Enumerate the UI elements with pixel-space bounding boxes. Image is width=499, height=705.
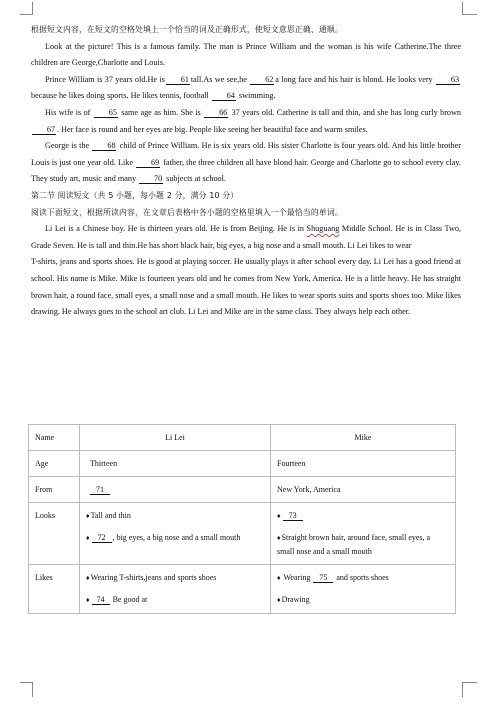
blank-66[interactable]: 66 <box>204 108 228 118</box>
row-label-looks: Looks <box>29 503 80 565</box>
cell-looks-li-lei: ♦Tall and thin ♦ 72 , big eyes, a big nose and a small mouth <box>80 503 271 565</box>
col-header-li-lei: Li Lei <box>80 425 271 451</box>
row-label-name: Name <box>29 425 80 451</box>
passage-2-para-2: T-shirts, jeans and sports shoes. He is good at playing soccer. He usually plays it after school every day. Li Lei has a good friend at school. His name is Mike. Mike is fourteen years old and he comes from New York, America. He is a little heavy. He has straight brown hair, a round face, small eyes, a small nose and a small mouth. He likes to wear sports suits and sports shoes too. Mike likes drawing. He always goes to the school art club. Li Lei and Mike are in the same class. They always help each other. <box>31 257 461 317</box>
blank-72[interactable]: 72 <box>92 533 112 543</box>
instruction-2: 阅读下面短文，根据所读内容，在文章后表格中各小题的空格里填入一个最恰当的单词。 <box>31 207 343 217</box>
bullet-icon: ♦ <box>277 512 281 520</box>
school-name: Shuguang <box>306 224 340 234</box>
cell-likes-mike: ♦ Wearing 75 and sports shoes ♦Drawing <box>271 565 456 614</box>
cell-likes-li-lei: ♦Wearing T-shirts,jeans and sports shoes ♦ 74 Be good at <box>80 565 271 614</box>
bullet-icon: ♦ <box>277 596 281 604</box>
blank-61[interactable]: 61 <box>166 75 190 85</box>
blank-63[interactable]: 63 <box>436 75 460 85</box>
row-label-from: From <box>29 477 80 503</box>
bullet-icon: ♦ <box>86 512 90 520</box>
passage-1-para-4: George is the 68 child of Prince William. He is six years old. His sister Charlotte is four years old. And his little brother Louis is just one year old. Like 69 father, the three children all have blond hair. George and Charlotte go to school every clay. They study art, music and many 70 subjects at school. <box>31 141 461 184</box>
row-label-age: Age <box>29 451 80 477</box>
blank-70[interactable]: 70 <box>139 174 163 184</box>
passage-2-para-1: Li Lei is a Chinese boy. He is thirteen years old. He is from Beijing. He is in Shuguang Middle School. He is in Class Two, Grade Seven. He is tall and thin.He has short black hair, big eyes, a big nose and a small mouth. Li Lei likes to wear <box>31 224 461 250</box>
passage-1-para-1: Look at the picture! This is a famous family. The man is Prince William and the woman is his wife Catherine.The three children are George,Charlotte and Louis. <box>31 41 461 68</box>
cell-looks-mike: ♦ 73 ♦Straight brown hair, around face, small eyes, a small nose and a small mouth <box>271 503 456 565</box>
cell-age-li-lei: Thirteen <box>80 451 271 477</box>
instruction-1: 根据短文内容，在短文的空格处填上一个恰当的词及正确形式，使短文意思正确、通顺。 <box>31 25 343 34</box>
table-row <box>29 477 456 503</box>
table-row <box>29 565 456 614</box>
crop-mark-bottom-left <box>20 682 33 697</box>
info-table <box>28 424 456 614</box>
bullet-icon: ♦ <box>86 596 90 604</box>
blank-71[interactable]: 71 <box>90 485 110 495</box>
crop-mark-top-left <box>20 2 33 15</box>
passage-1-para-3: His wife is of 65 same age as him. She is 66 37 years old. Catherine is tall and thin, and she has long curly brown 67 . Her face is round and her eyes are big. People like seeing her beautiful face and warm smiles. <box>31 105 461 138</box>
blank-64[interactable]: 64 <box>212 91 236 101</box>
passage-1-para-2: Prince William is 37 years old.He is 61 tall.As we see,he 62 a long face and his hair is blond. He looks very 63 because he likes doing sports. He likes tennis, football 64 swimming. <box>31 74 460 101</box>
blank-65[interactable]: 65 <box>94 108 118 118</box>
blank-69[interactable]: 69 <box>136 158 160 168</box>
bullet-icon: ♦ <box>277 574 281 582</box>
bullet-icon: ♦ <box>86 574 90 582</box>
table-row <box>29 503 456 565</box>
row-label-likes: Likes <box>29 565 80 614</box>
blank-73[interactable]: 73 <box>283 511 303 521</box>
cell-from-mike: New York, America <box>271 477 456 503</box>
blank-75[interactable]: 75 <box>313 573 333 583</box>
document-body <box>31 22 461 321</box>
blank-74[interactable]: 74 <box>92 595 110 605</box>
blank-68[interactable]: 68 <box>92 141 116 151</box>
cell-age-mike: Fourteen <box>271 451 456 477</box>
cell-from-li-lei <box>80 477 271 503</box>
bullet-icon: ♦ <box>277 534 281 542</box>
blank-62[interactable]: 62 <box>250 75 274 85</box>
section-title: 第二节 阅读短文（共 5 小题，每小题 2 分，满分 10 分） <box>31 190 239 200</box>
col-header-mike: Mike <box>271 425 456 451</box>
table-row <box>29 425 456 451</box>
bullet-icon: ♦ <box>86 534 90 542</box>
crop-mark-top-right <box>462 2 477 15</box>
crop-mark-bottom-right <box>462 682 477 697</box>
blank-67[interactable]: 67 <box>32 125 56 135</box>
table-row <box>29 451 456 477</box>
